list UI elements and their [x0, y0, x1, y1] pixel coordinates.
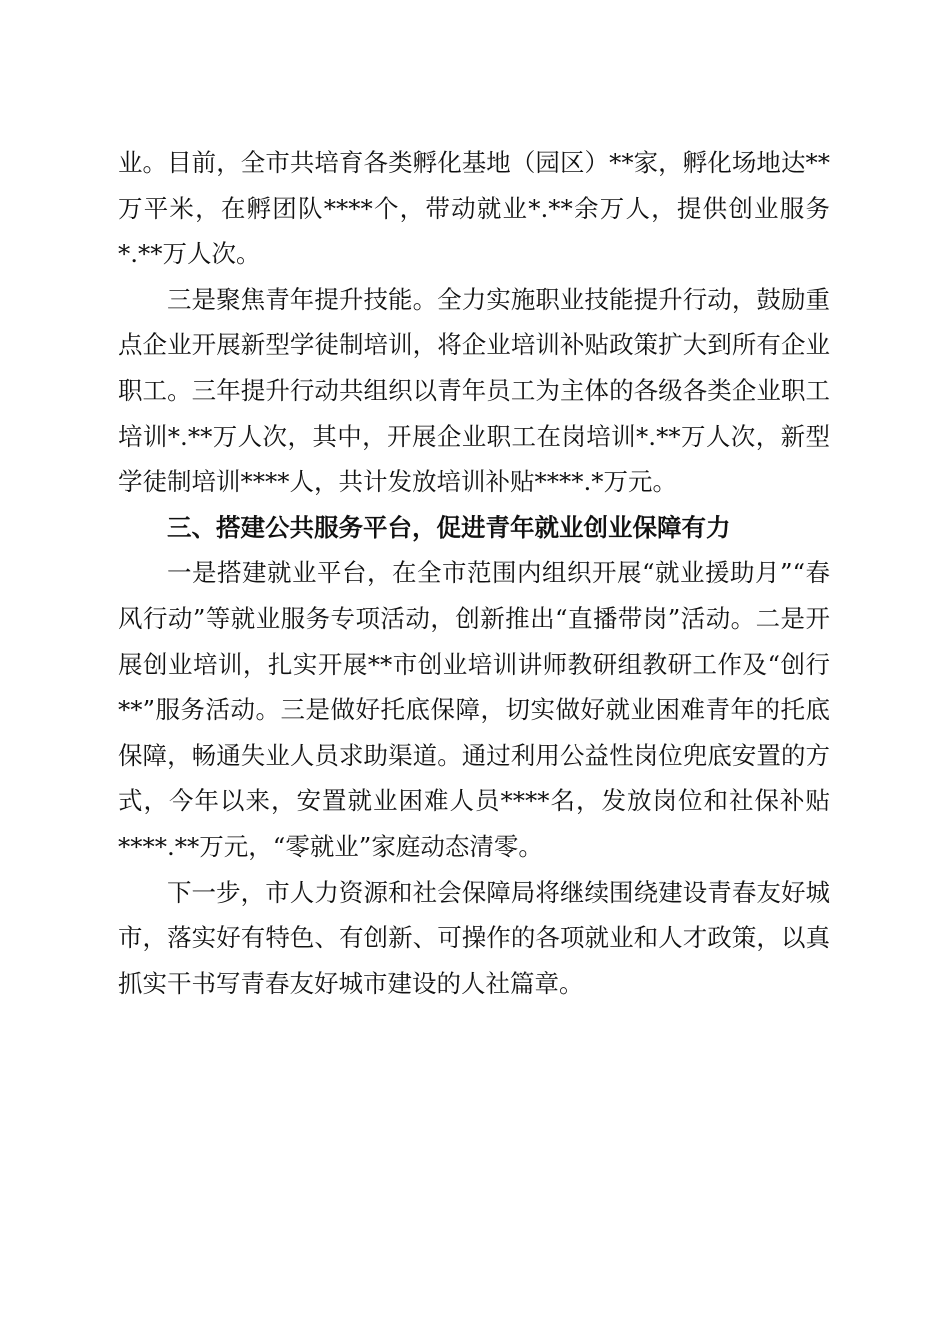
- section-heading: 三、搭建公共服务平台，促进青年就业创业保障有力: [167, 512, 731, 542]
- closing-paragraph: 下一步，市人力资源和社会保障局将继续围绕建设青春友好城市，落实好有特色、有创新、可操作的各项就业和人才政策，以真抓实干书写青春友好城市建设的人社篇章。: [118, 877, 830, 998]
- document-body: [118, 140, 830, 1006]
- skills-paragraph: [118, 277, 830, 505]
- paragraph-text: 业。目前，全市共培育各类孵化基地（园区）**家，孵化场地达**万平米，在孵团队****个，带动就业*.**余万人，提供创业服务*.**万人次。: [118, 148, 830, 269]
- paragraph-text: 全力实施职业技能提升行动，鼓励重点企业开展新型学徒制培训，将企业培训补贴政策扩大到所有企业职工。三年提升行动共组织以青年员工为主体的各级各类企业职工培训*.**万人次，其中，开展企业职工在岗培训*.**万人次，新型学徒制培训****人，共计发放培训补贴****.*万元。: [118, 284, 831, 497]
- paragraph-lead: 三是聚焦青年提升技能。: [167, 284, 438, 314]
- platform-paragraph: 一是搭建就业平台，在全市范围内组织开展“就业援助月”“春风行动”等就业服务专项活动，创新推出“直播带岗”活动。二是开展创业培训，扎实开展**市创业培训讲师教研组教研工作及“创行**”服务活动。三是做好托底保障，切实做好就业困难青年的托底保障，畅通失业人员求助渠道。通过利用公益性岗位兜底安置的方式，今年以来，安置就业困难人员****名，发放岗位和社保补贴****.**万元，“零就业”家庭动态清零。: [118, 558, 830, 861]
- continued-paragraph: [118, 140, 830, 277]
